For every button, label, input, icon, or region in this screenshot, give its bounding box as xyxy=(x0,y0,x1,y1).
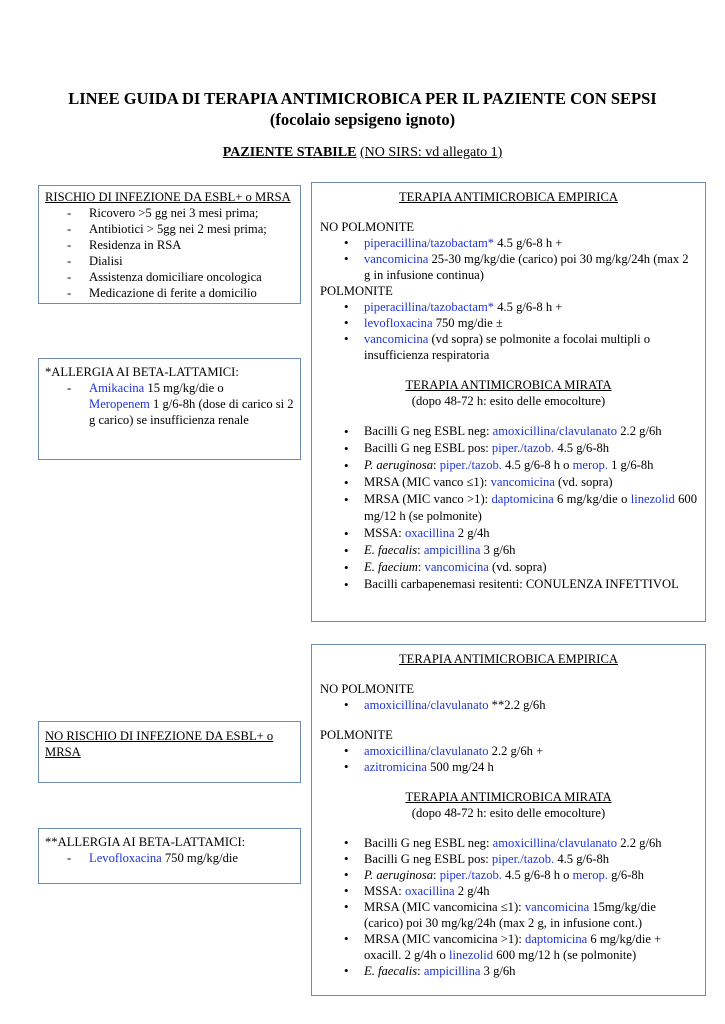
separator: : xyxy=(417,543,424,557)
drug-name: linezolid xyxy=(449,948,494,962)
list-item xyxy=(45,380,294,428)
organism: MSSA: xyxy=(364,884,405,898)
list-item xyxy=(320,851,697,867)
separator: : xyxy=(433,868,440,882)
list-item xyxy=(320,835,697,851)
list-item xyxy=(320,299,697,315)
list-item xyxy=(320,559,697,576)
drug-name: piperacillina/tazobactam* xyxy=(364,300,495,314)
drug-dose: 1 g/6-8h (dose di carico si 2 g carico) se insufficienza renale xyxy=(89,397,294,427)
list-item xyxy=(320,867,697,883)
empirical-heading: TERAPIA ANTIMICROBICA EMPIRICA xyxy=(398,190,618,204)
therapy-box-1 xyxy=(311,182,706,622)
drug-name: amoxicillina/clavulanato xyxy=(492,424,618,438)
drug-name: piper./tazob. xyxy=(439,868,502,882)
list-item xyxy=(320,542,697,559)
drug-name: oxacillina xyxy=(404,884,455,898)
drug-dose: 3 g/6h xyxy=(480,964,516,978)
drug-name: vancomicina xyxy=(490,475,555,489)
drug-dose: 4.5 g/6-8 h + xyxy=(494,236,563,250)
list-item xyxy=(320,759,697,775)
drug-name: merop. xyxy=(572,868,608,882)
list-item xyxy=(320,251,697,283)
allergy-box-1 xyxy=(38,358,301,460)
drug-dose: 4.5 g/6-8h xyxy=(554,441,610,455)
allergy-list xyxy=(45,850,294,866)
drug-dose: 2.2 g/6h xyxy=(617,836,662,850)
drug-dose: 4.5 g/6-8 h + xyxy=(494,300,563,314)
organism: Bacilli G neg ESBL neg: xyxy=(364,836,493,850)
drug-dose: 750 mg/kg/die xyxy=(161,851,238,865)
list-item: - Assistenza domiciliare oncologica xyxy=(45,269,294,285)
drug-dose: 600 mg/12 h (se polmonite) xyxy=(364,492,697,523)
separator: : xyxy=(417,964,424,978)
separator: : xyxy=(433,458,440,472)
drug-dose: 4.5 g/6-8 h o xyxy=(501,458,573,472)
list-item xyxy=(320,423,697,440)
document-subtitle: (focolaio sepsigeno ignoto) xyxy=(269,110,456,129)
allergy-heading: **ALLERGIA AI BETA-LATTAMICI: xyxy=(45,835,246,849)
drug-dose: 1 g/6-8h xyxy=(607,458,654,472)
drug-name: linezolid xyxy=(630,492,675,506)
drug-name: vancomicina xyxy=(364,252,429,266)
drug-dose: (vd. sopra) xyxy=(554,475,613,489)
drug-name: amoxicillina/clavulanato xyxy=(364,698,489,712)
list-item xyxy=(320,457,697,474)
drug-name: daptomicina xyxy=(525,932,588,946)
patient-status-note: (NO SIRS: vd allegato 1) xyxy=(359,145,503,160)
organism: Bacilli G neg ESBL neg: xyxy=(364,424,493,438)
drug-name: vancomicina xyxy=(424,560,489,574)
drug-name: vancomicina xyxy=(524,900,590,914)
drug-name: vancomicina xyxy=(364,332,429,346)
document-title: LINEE GUIDA DI TERAPIA ANTIMICROBICA PER IL PAZIENTE CON SEPSI xyxy=(68,89,657,108)
targeted-note: (dopo 48-72 h: esito delle emocolture) xyxy=(411,806,606,820)
drug-dose: 2 g/4h xyxy=(454,884,490,898)
drug-name: daptomicina xyxy=(491,492,554,506)
drug-dose: 6 mg/kg/die o xyxy=(553,492,631,506)
organism: MRSA (MIC vanco >1): xyxy=(364,492,492,506)
drug-dose: 4.5 g/6-8 h o xyxy=(501,868,573,882)
drug-name: azitromicina xyxy=(364,760,427,774)
drug-dose: g/6-8h xyxy=(607,868,644,882)
drug-dose: (vd. sopra) xyxy=(488,560,547,574)
drug-dose: 15mg/kg/die (carico) poi 30 mg/kg/24h (max 2 g, in infusione cont.) xyxy=(364,900,656,930)
drug-dose: 25-30 mg/kg/die (carico) poi 30 mg/kg/24h (max 2 g in infusione continua) xyxy=(364,252,689,282)
drug-name: levofloxacina xyxy=(364,316,433,330)
organism: MRSA (MIC vanco ≤1): xyxy=(364,475,491,489)
separator: : xyxy=(417,560,425,574)
list-item xyxy=(320,899,697,931)
drug-dose: **2.2 g/6h xyxy=(488,698,546,712)
organism: MSSA: xyxy=(364,526,405,540)
drug-dose: 600 mg/12 h (se polmonite) xyxy=(493,948,637,962)
section-heading xyxy=(0,145,725,161)
list-item xyxy=(320,491,697,525)
organism: MRSA (MIC vancomicina >1): xyxy=(364,932,526,946)
list-item xyxy=(320,235,697,251)
pneumonia-label: POLMONITE xyxy=(320,728,393,742)
drug-name: Amikacina xyxy=(89,381,145,395)
organism: E. faecalis xyxy=(364,964,418,978)
targeted-note: (dopo 48-72 h: esito delle emocolture) xyxy=(411,394,606,408)
esbl-risk-heading: RISCHIO DI INFEZIONE DA ESBL+ o MRSA xyxy=(45,190,291,204)
list-item xyxy=(45,850,294,866)
list-item xyxy=(320,931,697,963)
list-item: • Bacilli carbapenemasi resitenti: CONULENZA INFETTIVOL xyxy=(320,576,697,593)
therapy-box-2 xyxy=(311,644,706,996)
drug-name: amoxicillina/clavulanato xyxy=(492,836,618,850)
drug-dose: 500 mg/24 h xyxy=(426,760,494,774)
allergy-list xyxy=(45,380,294,428)
drug-dose: 3 g/6h xyxy=(480,543,516,557)
organism: Bacilli G neg ESBL pos: xyxy=(364,852,492,866)
list-item xyxy=(320,697,697,713)
drug-name: Levofloxacina xyxy=(89,851,162,865)
empirical-heading: TERAPIA ANTIMICROBICA EMPIRICA xyxy=(398,652,618,666)
no-esbl-risk-heading: NO RISCHIO DI INFEZIONE DA ESBL+ o MRSA xyxy=(45,729,274,759)
list-item: - Residenza in RSA xyxy=(45,237,294,253)
drug-dose: 2.2 g/6h + xyxy=(488,744,544,758)
pneumonia-list xyxy=(320,743,697,775)
drug-dose: 750 mg/die ± xyxy=(432,316,503,330)
drug-name: merop. xyxy=(572,458,608,472)
no-pneumonia-label: NO POLMONITE xyxy=(320,220,415,234)
allergy-heading: *ALLERGIA AI BETA-LATTAMICI: xyxy=(45,365,239,379)
organism: Bacilli G neg ESBL pos: xyxy=(364,441,492,455)
no-pneumonia-label: NO POLMONITE xyxy=(320,682,415,696)
list-item: - Ricovero >5 gg nei 3 mesi prima; xyxy=(45,205,294,221)
drug-dose: (vd sopra) se polmonite a focolai multipli o insufficienza respiratoria xyxy=(364,332,651,362)
organism: MRSA (MIC vancomicina ≤1): xyxy=(364,900,525,914)
esbl-risk-list xyxy=(45,205,294,301)
targeted-list xyxy=(320,423,697,593)
list-item xyxy=(320,525,697,542)
organism: E. faecalis xyxy=(364,543,418,557)
list-item xyxy=(320,743,697,759)
pneumonia-list xyxy=(320,299,697,363)
no-pneumonia-list xyxy=(320,235,697,283)
drug-dose: 4.5 g/6-8h xyxy=(554,852,610,866)
drug-name: Meropenem xyxy=(89,397,150,411)
organism: P. aeruginosa xyxy=(364,868,434,882)
targeted-heading: TERAPIA ANTIMICROBICA MIRATA xyxy=(405,790,612,804)
no-pneumonia-list xyxy=(320,697,697,713)
drug-name: piper./tazob. xyxy=(491,441,555,455)
drug-dose: 15 mg/kg/die o xyxy=(144,381,224,395)
allergy-box-2 xyxy=(38,828,301,884)
drug-name: piper./tazob. xyxy=(491,852,555,866)
no-esbl-risk-box xyxy=(38,721,301,783)
drug-name: ampicillina xyxy=(423,964,481,978)
list-item xyxy=(320,440,697,457)
list-item xyxy=(320,331,697,363)
organism: E. faecium xyxy=(364,560,418,574)
targeted-list xyxy=(320,835,697,979)
list-item xyxy=(320,963,697,979)
drug-name: amoxicillina/clavulanato xyxy=(364,744,489,758)
list-item xyxy=(320,883,697,899)
list-item: - Antibiotici > 5gg nei 2 mesi prima; xyxy=(45,221,294,237)
drug-dose: 2.2 g/6h xyxy=(617,424,662,438)
drug-name: ampicillina xyxy=(423,543,481,557)
list-item: - Dialisi xyxy=(45,253,294,269)
targeted-heading: TERAPIA ANTIMICROBICA MIRATA xyxy=(405,378,612,392)
drug-name: piper./tazob. xyxy=(439,458,502,472)
drug-dose: 6 mg/kg/die + oxacill. 2 g/4h o xyxy=(364,932,662,962)
patient-status-label: PAZIENTE STABILE xyxy=(222,145,357,160)
list-item xyxy=(320,474,697,491)
drug-name: piperacillina/tazobactam* xyxy=(364,236,495,250)
esbl-risk-box xyxy=(38,185,301,304)
list-item: - Medicazione di ferite a domicilio xyxy=(45,285,294,301)
pneumonia-label: POLMONITE xyxy=(320,284,393,298)
organism: P. aeruginosa xyxy=(364,458,434,472)
list-item xyxy=(320,315,697,331)
drug-dose: 2 g/4h xyxy=(454,526,490,540)
drug-name: oxacillina xyxy=(404,526,455,540)
